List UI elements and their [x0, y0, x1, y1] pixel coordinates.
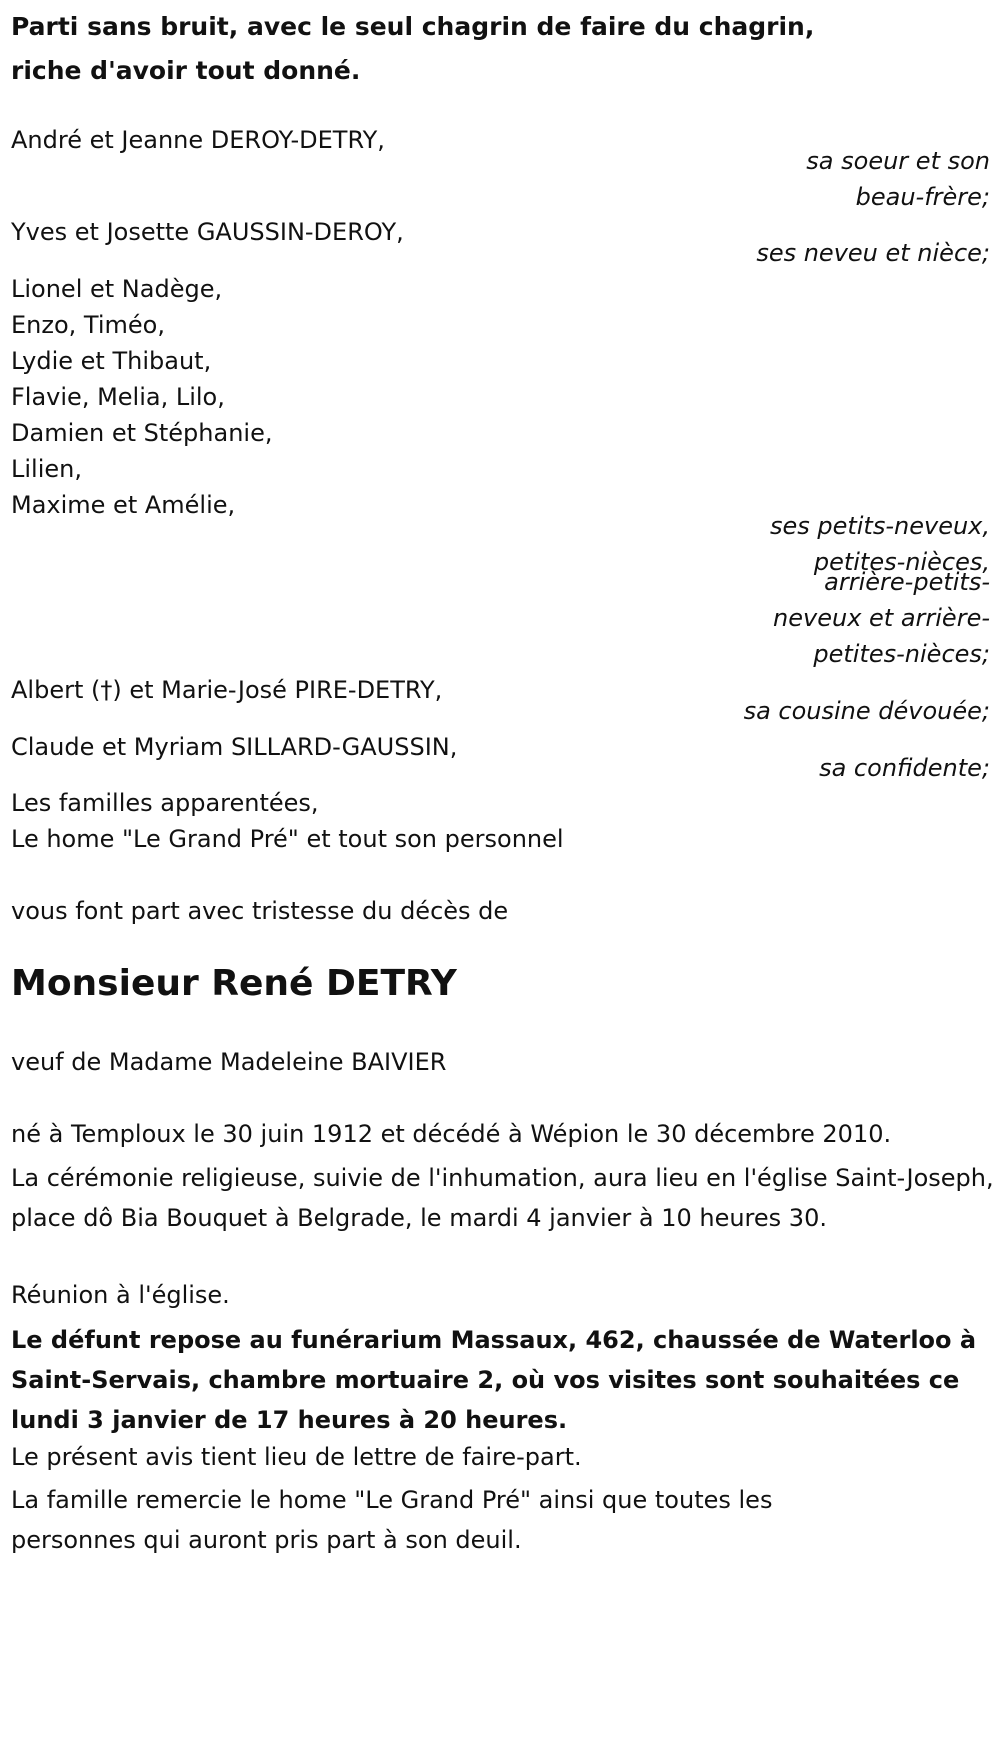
- ceremony-paragraph: La cérémonie religieuse, suivie de l'inhumation, aura lieu en l'église Saint-Joseph, place dô Bia Bouquet à Belgrade, le mardi 4 janvier à 10 heures 30.: [11, 1164, 994, 1232]
- epitaph-line-2: riche d'avoir tout donné.: [11, 56, 361, 85]
- cousin-suffix: ) et Marie-José PIRE-DETRY,: [112, 676, 443, 704]
- deceased-cross-icon: †: [100, 676, 113, 704]
- announcement-intro: vous font part avec tristesse du décès de: [11, 897, 509, 925]
- notice-line: Le présent avis tient lieu de lettre de faire-part.: [11, 1443, 582, 1471]
- widower-line: veuf de Madame Madeleine BAIVIER: [11, 1048, 447, 1076]
- grand-list-item: Flavie, Melia, Lilo,: [11, 383, 225, 411]
- grand-role-line: arrière-petits-: [824, 568, 990, 596]
- funeral-home-paragraph: Le défunt repose au funérarium Massaux, 462, chaussée de Waterloo à Saint-Servais, chambre mortuaire 2, où vos visites sont souhaitées ce lundi 3 janvier de 17 heures à 20 heures.: [11, 1326, 977, 1434]
- nephew-role: ses neveu et nièce;: [756, 239, 990, 267]
- sister-names: André et Jeanne DEROY-DETRY,: [11, 126, 385, 154]
- birth-death-line: né à Temploux le 30 juin 1912 et décédé à Wépion le 30 décembre 2010.: [11, 1120, 892, 1148]
- grand-role-line: ses petits-neveux,: [769, 512, 990, 540]
- cousin-names: [11, 678, 442, 702]
- sister-role-line-2: beau-frère;: [855, 183, 990, 211]
- grand-list-item: Enzo, Timéo,: [11, 311, 165, 339]
- confidant-role: sa confidente;: [819, 754, 990, 782]
- grand-list-item: Lilien,: [11, 455, 82, 483]
- grand-role-line: petites-nièces;: [813, 640, 990, 668]
- meeting-line: Réunion à l'église.: [11, 1281, 230, 1309]
- grand-role-line: neveux et arrière-: [773, 604, 990, 632]
- cousin-role: sa cousine dévouée;: [743, 697, 990, 725]
- sister-role-line-1: sa soeur et son: [806, 147, 990, 175]
- grand-list-item: Damien et Stéphanie,: [11, 419, 273, 447]
- thanks-paragraph: La famille remercie le home "Le Grand Pré" ainsi que toutes les personnes qui auront pris part à son deuil.: [11, 1486, 773, 1554]
- confidant-names: Claude et Myriam SILLARD-GAUSSIN,: [11, 733, 458, 761]
- deceased-name: Monsieur René DETRY: [11, 963, 457, 1004]
- nephew-names: Yves et Josette GAUSSIN-DEROY,: [11, 218, 404, 246]
- grand-role-line: petites-nièces,: [813, 548, 990, 576]
- home-staff: Le home "Le Grand Pré" et tout son personnel: [11, 825, 564, 853]
- related-families: Les familles apparentées,: [11, 789, 319, 817]
- grand-list-item: Maxime et Amélie,: [11, 491, 236, 519]
- epitaph-line-1: Parti sans bruit, avec le seul chagrin de faire du chagrin,: [11, 12, 815, 41]
- cousin-prefix: Albert (: [11, 676, 101, 704]
- grand-list-item: Lydie et Thibaut,: [11, 347, 212, 375]
- grand-list-item: Lionel et Nadège,: [11, 275, 223, 303]
